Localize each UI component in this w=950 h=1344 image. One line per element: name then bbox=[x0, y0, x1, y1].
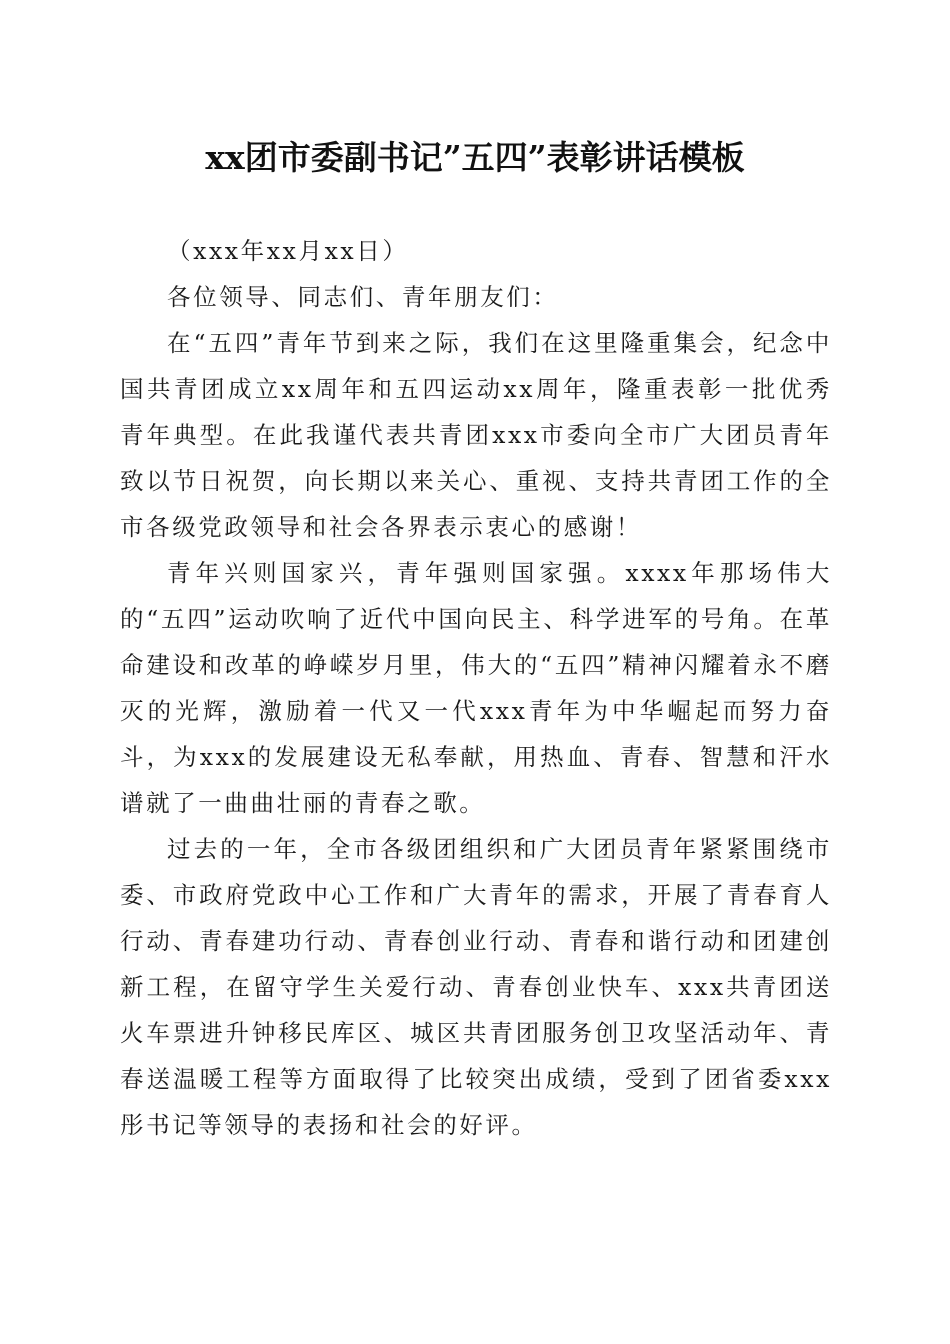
paragraph-history: 青年兴则国家兴，青年强则国家强。xxxx年那场伟大的“五四”运动吹响了近代中国向民主、科学进军的号角。在革命建设和改革的峥嵘岁月里，伟大的“五四”精神闪耀着永不磨灭的光辉，激励着一代又一代xxx青年为中华崛起而努力奋斗，为xxx的发展建设无私奉献，用热血、青春、智慧和汗水谱就了一曲曲壮丽的青春之歌。 bbox=[120, 559, 832, 817]
speech-salutation: 各位领导、同志们、青年朋友们： bbox=[167, 283, 559, 311]
document-title: xx团市委副书记”五四”表彰讲话模板 bbox=[205, 138, 745, 177]
paragraph-achievements: 过去的一年，全市各级团组织和广大团员青年紧紧围绕市委、市政府党政中心工作和广大青年的需求，开展了青春育人行动、青春建功行动、青春创业行动、青春和谐行动和团建创新工程，在留守学生关爱行动、青春创业快车、xxx共青团送火车票进升钟移民库区、城区共青团服务创卫攻坚活动年、青春送温暖工程等方面取得了比较突出成绩，受到了团省委xxx彤书记等领导的表扬和社会的好评。 bbox=[120, 835, 832, 1139]
document-body bbox=[120, 228, 832, 1148]
speech-date: （xxx年xx月xx日） bbox=[167, 237, 409, 265]
paragraph-opening: 在“五四”青年节到来之际，我们在这里隆重集会，纪念中国共青团成立xx周年和五四运动xx周年，隆重表彰一批优秀青年典型。在此我谨代表共青团xxx市委向全市广大团员青年致以节日祝贺，向长期以来关心、重视、支持共青团工作的全市各级党政领导和社会各界表示衷心的感谢！ bbox=[120, 329, 832, 541]
